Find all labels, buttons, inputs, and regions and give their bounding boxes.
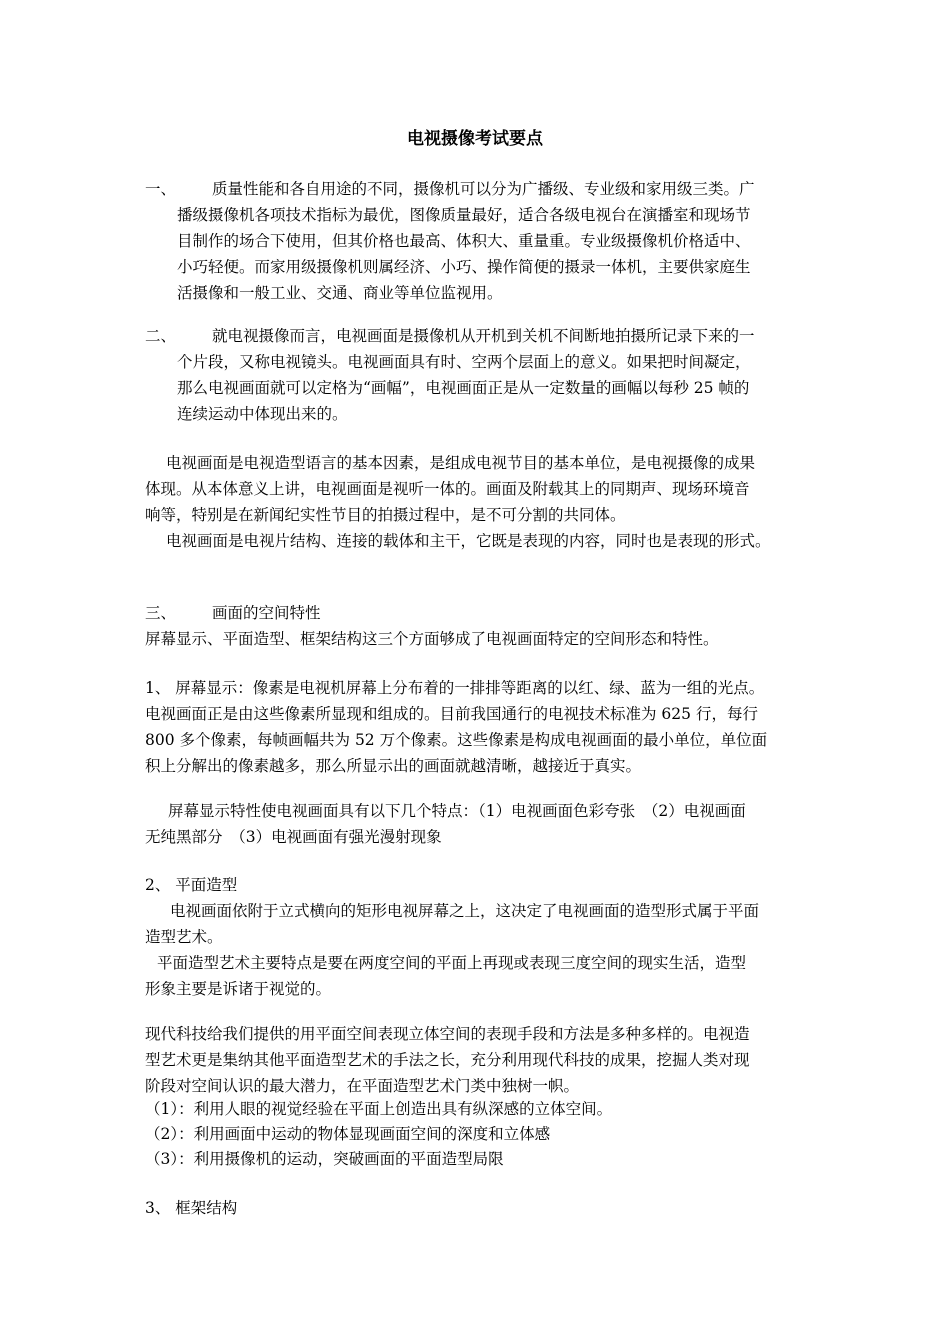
section-2-line: 那么电视画面就可以定格为“画幅”，电视画面正是从一定数量的画幅以每秒 25 帧的 <box>177 379 750 397</box>
subsection-2-line: 平面造型艺术主要特点是要在两度空间的平面上再现或表现三度空间的现实生活，造型 <box>157 954 747 972</box>
subsection-1-line: 1、 屏幕显示：像素是电视机屏幕上分布着的一排排等距离的以红、绿、蓝为一组的光点。 <box>145 679 765 697</box>
section-1-line: 质量性能和各自用途的不同，摄像机可以分为广播级、专业级和家用级三类。广 <box>212 180 755 198</box>
document-title: 电视摄像考试要点 <box>407 129 543 149</box>
section-1-line: 活摄像和一般工业、交通、商业等单位监视用。 <box>177 284 503 302</box>
section-1-line: 小巧轻便。而家用级摄像机则属经济、小巧、操作简便的摄录一体机，主要供家庭生 <box>177 258 751 276</box>
section-1-line: 目制作的场合下使用，但其价格也最高、体积大、重量重。专业级摄像机价格适中、 <box>177 232 751 250</box>
subsection-2-line: 造型艺术。 <box>145 928 223 946</box>
section-2-line: 连续运动中体现出来的。 <box>177 405 348 423</box>
subsection-2-line: 现代科技给我们提供的用平面空间表现立体空间的表现手段和方法是多种多样的。电视造 <box>145 1025 750 1043</box>
list-item: （1）：利用人眼的视觉经验在平面上创造出具有纵深感的立体空间。 <box>145 1100 613 1118</box>
section-1-number: 一、 <box>145 180 177 198</box>
subsection-2-line: 型艺术更是集纳其他平面造型艺术的手法之长，充分利用现代科技的成果，挖掘人类对现 <box>145 1051 750 1069</box>
section-1-line: 播级摄像机各项技术指标为最优，图像质量最好，适合各级电视台在演播室和现场节 <box>177 206 751 224</box>
section-3-intro: 屏幕显示、平面造型、框架结构这三个方面够成了电视画面特定的空间形态和特性。 <box>145 630 719 648</box>
subsection-1-line: 积上分解出的像素越多，那么所显示出的画面就越清晰，越接近于真实。 <box>145 757 642 775</box>
section-2-line: 个片段，又称电视镜头。电视画面具有时、空两个层面上的意义。如果把时间凝定， <box>177 353 751 371</box>
subsection-2-heading: 2、 平面造型 <box>145 876 238 894</box>
subsection-1-line: 800 多个像素，每帧画幅共为 52 万个像素。这些像素是构成电视画面的最小单位，单位面 <box>145 731 768 749</box>
subsection-1-line: 电视画面正是由这些像素所显现和组成的。目前我国通行的电视技术标准为 625 行，每行 <box>145 705 758 723</box>
list-item: （2）：利用画面中运动的物体显现画面空间的深度和立体感 <box>145 1125 551 1143</box>
features-line: 屏幕显示特性使电视画面具有以下几个特点：（1）电视画面色彩夸张 （2）电视画面 <box>168 802 746 820</box>
subsection-3-heading: 3、 框架结构 <box>145 1199 238 1217</box>
subsection-2-line: 电视画面依附于立式横向的矩形电视屏幕之上，这决定了电视画面的造型形式属于平面 <box>170 902 760 920</box>
features-line: 无纯黑部分 （3）电视画面有强光漫射现象 <box>145 828 442 846</box>
paragraph-line: 响等，特别是在新闻纪实性节目的拍摄过程中，是不可分割的共同体。 <box>145 506 626 524</box>
subsection-2-line: 形象主要是诉诸于视觉的。 <box>145 980 332 998</box>
subsection-2-line: 阶段对空间认识的最大潜力，在平面造型艺术门类中独树一帜。 <box>145 1077 580 1095</box>
section-3-heading: 画面的空间特性 <box>212 604 321 622</box>
section-2-number: 二、 <box>145 327 177 345</box>
paragraph-line: 体现。从本体意义上讲，电视画面是视听一体的。画面及附载其上的同期声、现场环境音 <box>145 480 750 498</box>
paragraph-line: 电视画面是电视片结构、连接的载体和主干，它既是表现的内容，同时也是表现的形式。 <box>166 532 771 550</box>
list-item: （3）：利用摄像机的运动，突破画面的平面造型局限 <box>145 1150 504 1168</box>
paragraph-line: 电视画面是电视造型语言的基本因素，是组成电视节目的基本单位，是电视摄像的成果 <box>166 454 756 472</box>
section-2-line: 就电视摄像而言，电视画面是摄像机从开机到关机不间断地拍摄所记录下来的一 <box>212 327 755 345</box>
section-3-number: 三、 <box>145 604 177 622</box>
